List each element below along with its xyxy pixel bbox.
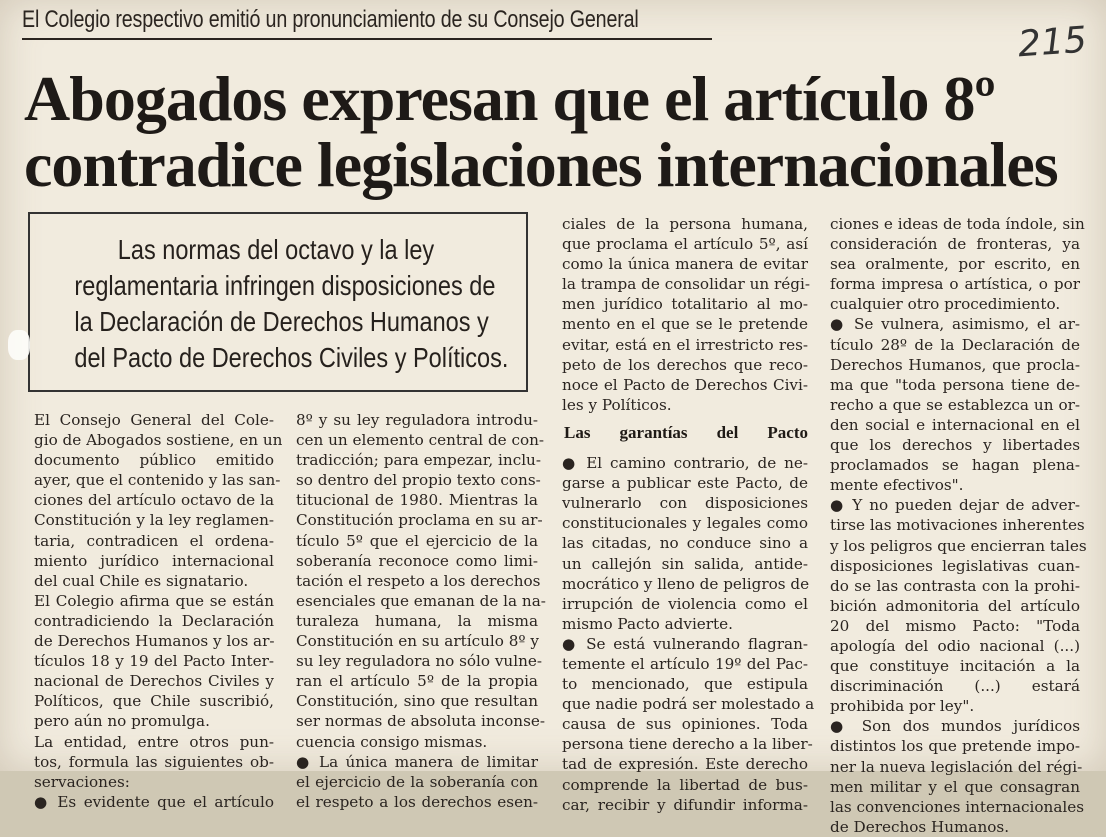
text-line: La entidad, entre otros pun- xyxy=(34,732,274,751)
text-line: tirse las motivaciones inherentes xyxy=(830,516,1085,535)
deck-line: Las normas del octavo y la ley xyxy=(117,234,435,265)
text-line: la trampa de consolidar un régi- xyxy=(562,275,810,294)
text-line: evitar, está en el irrestricto res- xyxy=(562,335,808,354)
text-line: constitucionales y legales como xyxy=(562,514,808,533)
text-line: ciales de la persona humana, xyxy=(562,215,808,233)
column-3 xyxy=(562,214,815,815)
text-line: peto de los derechos que reco- xyxy=(562,355,808,374)
text-line: men jurídico totalitario al mo- xyxy=(562,295,808,314)
text-line: ayer, que el contenido y las san- xyxy=(34,471,281,490)
text-line: ciones del artículo octavo de la xyxy=(34,491,274,510)
text-line: ● El camino contrario, de ne- xyxy=(562,454,808,473)
text-line: les y Políticos. xyxy=(562,395,672,414)
text-line: car, recibir y difundir informa- xyxy=(562,795,808,814)
text-line: consideración de fronteras, ya xyxy=(830,235,1080,254)
text-line: to mencionado, que estipula xyxy=(562,675,808,694)
text-line: Constitución, sino que resultan xyxy=(296,692,538,711)
text-line: servaciones: xyxy=(34,772,130,791)
text-line: de Derechos Humanos. xyxy=(830,817,1010,836)
kicker-line: El Colegio respectivo emitió un pronunciamiento de su Consejo General xyxy=(22,6,639,33)
text-line: y los peligros que encierran tales xyxy=(830,536,1087,555)
text-line: sea oralmente, por escrito, en xyxy=(830,255,1080,274)
text-line: proclamados se hagan plena- xyxy=(830,456,1080,475)
column-2 xyxy=(296,410,546,812)
text-line: ● Se está vulnerando flagran- xyxy=(562,634,808,653)
text-line: ner la nueva legislación del régi- xyxy=(830,757,1083,776)
text-line: el respeto a los derechos esen- xyxy=(296,792,538,811)
text-line: distintos los que pretende impo- xyxy=(830,737,1080,756)
text-line: del cual Chile es signatario. xyxy=(34,571,249,590)
text-line: las convenciones internacionales xyxy=(830,797,1085,816)
text-line: turaleza humana, la misma xyxy=(296,611,538,630)
text-line: que nadie podrá ser molestado a xyxy=(562,695,815,714)
column-1 xyxy=(34,410,283,812)
text-line: ● Y no pueden dejar de adver- xyxy=(830,496,1080,515)
text-line: Constitución proclama en su ar- xyxy=(296,511,543,530)
subheading: Las garantías del Pacto xyxy=(564,422,808,442)
text-line: tradicción; para empezar, inclu- xyxy=(296,451,541,470)
text-line: que proclama el artículo 5º, así xyxy=(562,235,808,254)
text-line: un callejón sin salida, antide- xyxy=(562,554,808,573)
text-line: ● Se vulnera, asimismo, el ar- xyxy=(830,315,1080,334)
text-line: recho a que se establezca un or- xyxy=(830,395,1080,414)
text-line: el ejercicio de la soberanía con xyxy=(296,772,538,791)
deck-line: del Pacto de Derechos Civiles y Políticos. xyxy=(74,342,509,373)
text-line: tación el respeto a los derechos xyxy=(296,571,541,590)
column-4 xyxy=(830,214,1087,837)
text-line: nacional de Derechos Civiles y xyxy=(34,672,274,691)
text-line: documento público emitido xyxy=(34,451,274,470)
text-line: disposiciones legislativas cuan- xyxy=(830,556,1080,575)
headline-line-1: Abogados expresan que el artículo 8º xyxy=(24,63,995,134)
text-line: mento en el que se le pretende xyxy=(562,315,808,334)
text-line: den social e internacional en el xyxy=(830,415,1080,434)
text-line: gio de Abogados sostiene, en un xyxy=(34,431,283,450)
text-line: cualquier otro procedimiento. xyxy=(830,295,1061,314)
deck-line: reglamentaria infringen disposiciones de xyxy=(74,270,496,301)
text-line: ran el artículo 5º de la propia xyxy=(296,672,538,691)
text-line: tículo 28º de la Declaración de xyxy=(830,335,1080,354)
text-line: taria, contradicen el ordena- xyxy=(34,531,274,550)
text-line: forma impresa o artística, o por xyxy=(830,275,1080,294)
text-line: ● Son dos mundos jurídicos xyxy=(830,717,1080,736)
text-line: tículo 5º que el ejercicio de la xyxy=(296,531,538,550)
headline-line-2: contradice legislaciones internacionales xyxy=(24,129,1058,200)
text-line: ● Es evidente que el artículo xyxy=(34,792,274,811)
text-line: miento jurídico internacional xyxy=(34,551,274,570)
text-line: garse a publicar este Pacto, de xyxy=(562,474,808,493)
handwritten-page-number: 215 xyxy=(1016,19,1089,66)
text-line: El Consejo General del Cole- xyxy=(34,411,274,429)
text-line: esenciales que emanan de la na- xyxy=(296,591,546,610)
text-line: irrupción de violencia como el xyxy=(562,594,808,613)
text-line: bición admonitoria del artículo xyxy=(830,596,1080,615)
text-line: Derechos Humanos, que procla- xyxy=(830,355,1080,374)
text-line: El Colegio afirma que se están xyxy=(34,591,274,610)
text-line: vulnerarlo con disposiciones xyxy=(562,494,808,513)
text-line: mente efectivos". xyxy=(830,476,964,495)
text-line: pero aún no promulga. xyxy=(34,712,210,731)
headline xyxy=(24,63,1084,200)
text-line: ser normas de absoluta inconse- xyxy=(296,712,545,731)
text-line: tos, formula las siguientes ob- xyxy=(34,752,274,771)
text-line: persona tiene derecho a la liber- xyxy=(562,735,813,754)
deck-text xyxy=(36,232,516,376)
text-line: men militar y el que consagran xyxy=(830,777,1080,796)
text-line: do se las contrasta con la prohi- xyxy=(830,576,1080,595)
text-line: apología del odio nacional (...) xyxy=(830,636,1080,655)
text-line: contradiciendo la Declaración xyxy=(34,611,274,630)
text-line: Políticos, que Chile suscribió, xyxy=(34,692,274,711)
text-line: ● La única manera de limitar xyxy=(296,752,538,771)
text-line: tículos 18 y 19 del Pacto Inter- xyxy=(34,652,274,671)
text-line: mocrático y lleno de peligros de xyxy=(562,574,810,593)
text-line: comprende la libertad de bus- xyxy=(562,775,808,794)
text-line: su ley reguladora no sólo vulne- xyxy=(296,652,542,671)
text-line: mismo Pacto advierte. xyxy=(562,614,733,633)
text-line: ma que "toda persona tiene de- xyxy=(830,375,1080,394)
text-line: que constituye incitación a la xyxy=(830,657,1080,676)
text-line: las citadas, no conduce sino a xyxy=(562,534,808,553)
text-line: 8º y su ley reguladora introdu- xyxy=(296,411,538,429)
text-line: soberanía reconoce como limi- xyxy=(296,551,538,570)
text-line: 20 del mismo Pacto: "Toda xyxy=(830,616,1080,635)
deck-line: la Declaración de Derechos Humanos y xyxy=(74,306,489,337)
text-line: cuencia consigo mismas. xyxy=(296,732,488,751)
text-line: so dentro del propio texto cons- xyxy=(296,471,541,490)
text-line: cen un elemento central de con- xyxy=(296,431,545,450)
text-line: discriminación (...) estará xyxy=(830,677,1080,696)
text-line: causa de sus opiniones. Toda xyxy=(562,715,808,734)
text-line: temente el artículo 19º del Pac- xyxy=(562,654,808,673)
text-line: como la única manera de evitar xyxy=(562,255,808,274)
text-line: que los derechos y libertades xyxy=(830,436,1080,455)
tape-mark xyxy=(8,330,30,360)
text-line: titucional de 1980. Mientras la xyxy=(296,491,538,510)
text-line: prohibida por ley". xyxy=(830,697,975,716)
text-line: Constitución en su artículo 8º y xyxy=(296,632,539,651)
text-line: ciones e ideas de toda índole, sin xyxy=(830,215,1085,233)
text-line: tad de expresión. Este derecho xyxy=(562,755,808,774)
text-line: Constitución y la ley reglamen- xyxy=(34,511,274,530)
text-line: noce el Pacto de Derechos Civi- xyxy=(562,375,808,394)
text-line: de Derechos Humanos y los ar- xyxy=(34,632,275,651)
deck-box-bottom-rule xyxy=(28,390,526,392)
kicker-rule xyxy=(22,38,712,40)
